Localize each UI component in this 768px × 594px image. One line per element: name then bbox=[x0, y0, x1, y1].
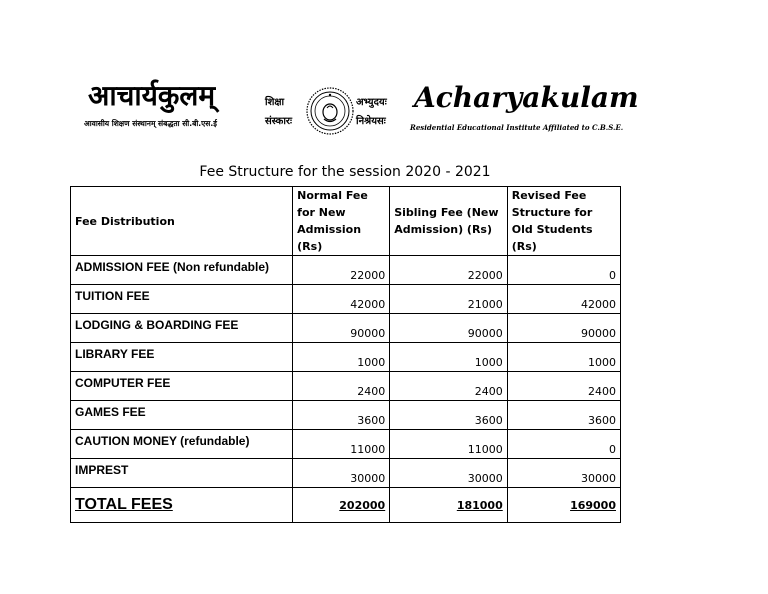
motto-right-top: अभ्युदयः bbox=[356, 97, 387, 108]
normal-fee-cell: 22000 bbox=[293, 256, 390, 285]
total-revised-fee: 169000 bbox=[507, 488, 620, 523]
table-title: Fee Structure for the session 2020 - 2021 bbox=[199, 164, 491, 180]
row-label: COMPUTER FEE bbox=[71, 372, 293, 401]
normal-fee-cell: 42000 bbox=[293, 285, 390, 314]
revised-fee-cell: 3600 bbox=[507, 401, 620, 430]
table-row bbox=[71, 372, 621, 401]
table-row bbox=[71, 314, 621, 343]
revised-fee-cell: 1000 bbox=[507, 343, 620, 372]
row-label: LIBRARY FEE bbox=[71, 343, 293, 372]
motto-left-bottom: संस्कारः bbox=[265, 116, 293, 127]
normal-fee-cell: 11000 bbox=[293, 430, 390, 459]
institute-emblem-icon bbox=[305, 86, 355, 136]
table-header-row bbox=[71, 187, 621, 256]
total-row bbox=[71, 488, 621, 523]
header-revised-fee: Revised Fee Structure for Old Students (Rs) bbox=[507, 187, 620, 256]
sibling-fee-cell: 22000 bbox=[390, 256, 508, 285]
normal-fee-cell: 3600 bbox=[293, 401, 390, 430]
header-sibling-fee: Sibling Fee (New Admission) (Rs) bbox=[390, 187, 508, 256]
revised-fee-cell: 90000 bbox=[507, 314, 620, 343]
revised-fee-cell: 0 bbox=[507, 256, 620, 285]
total-label: TOTAL FEES bbox=[71, 488, 293, 523]
sibling-fee-cell: 30000 bbox=[390, 459, 508, 488]
sibling-fee-cell: 21000 bbox=[390, 285, 508, 314]
header-normal-fee: Normal Fee for New Admission (Rs) bbox=[293, 187, 390, 256]
total-sibling-fee: 181000 bbox=[390, 488, 508, 523]
sibling-fee-cell: 11000 bbox=[390, 430, 508, 459]
row-label: IMPREST bbox=[71, 459, 293, 488]
table-row bbox=[71, 285, 621, 314]
english-institute-subtitle: Residential Educational Institute Affiliated to C.B.S.E. bbox=[410, 123, 624, 132]
english-institute-name: Acharyakulam bbox=[414, 81, 639, 114]
motto-left-top: शिक्षा bbox=[265, 97, 285, 108]
table-row bbox=[71, 401, 621, 430]
row-label: CAUTION MONEY (refundable) bbox=[71, 430, 293, 459]
normal-fee-cell: 90000 bbox=[293, 314, 390, 343]
hindi-institute-name: आचार्यकुलम् bbox=[88, 79, 216, 112]
table-row bbox=[71, 459, 621, 488]
normal-fee-cell: 2400 bbox=[293, 372, 390, 401]
revised-fee-cell: 0 bbox=[507, 430, 620, 459]
normal-fee-cell: 30000 bbox=[293, 459, 390, 488]
fee-structure-table bbox=[70, 186, 621, 523]
sibling-fee-cell: 90000 bbox=[390, 314, 508, 343]
row-label: TUITION FEE bbox=[71, 285, 293, 314]
sibling-fee-cell: 1000 bbox=[390, 343, 508, 372]
row-label: LODGING & BOARDING FEE bbox=[71, 314, 293, 343]
motto-right-bottom: निश्रेयसः bbox=[356, 116, 386, 127]
hindi-institute-subtitle: आवासीय शिक्षण संस्थानम् संबद्धता सी.बी.एस.ई bbox=[84, 119, 217, 128]
row-label: GAMES FEE bbox=[71, 401, 293, 430]
sibling-fee-cell: 3600 bbox=[390, 401, 508, 430]
table-row bbox=[71, 430, 621, 459]
total-normal-fee: 202000 bbox=[293, 488, 390, 523]
revised-fee-cell: 2400 bbox=[507, 372, 620, 401]
table-row bbox=[71, 256, 621, 285]
header-fee-distribution: Fee Distribution bbox=[71, 187, 293, 256]
table-row bbox=[71, 343, 621, 372]
revised-fee-cell: 42000 bbox=[507, 285, 620, 314]
normal-fee-cell: 1000 bbox=[293, 343, 390, 372]
revised-fee-cell: 30000 bbox=[507, 459, 620, 488]
sibling-fee-cell: 2400 bbox=[390, 372, 508, 401]
row-label: ADMISSION FEE (Non refundable) bbox=[71, 256, 293, 285]
